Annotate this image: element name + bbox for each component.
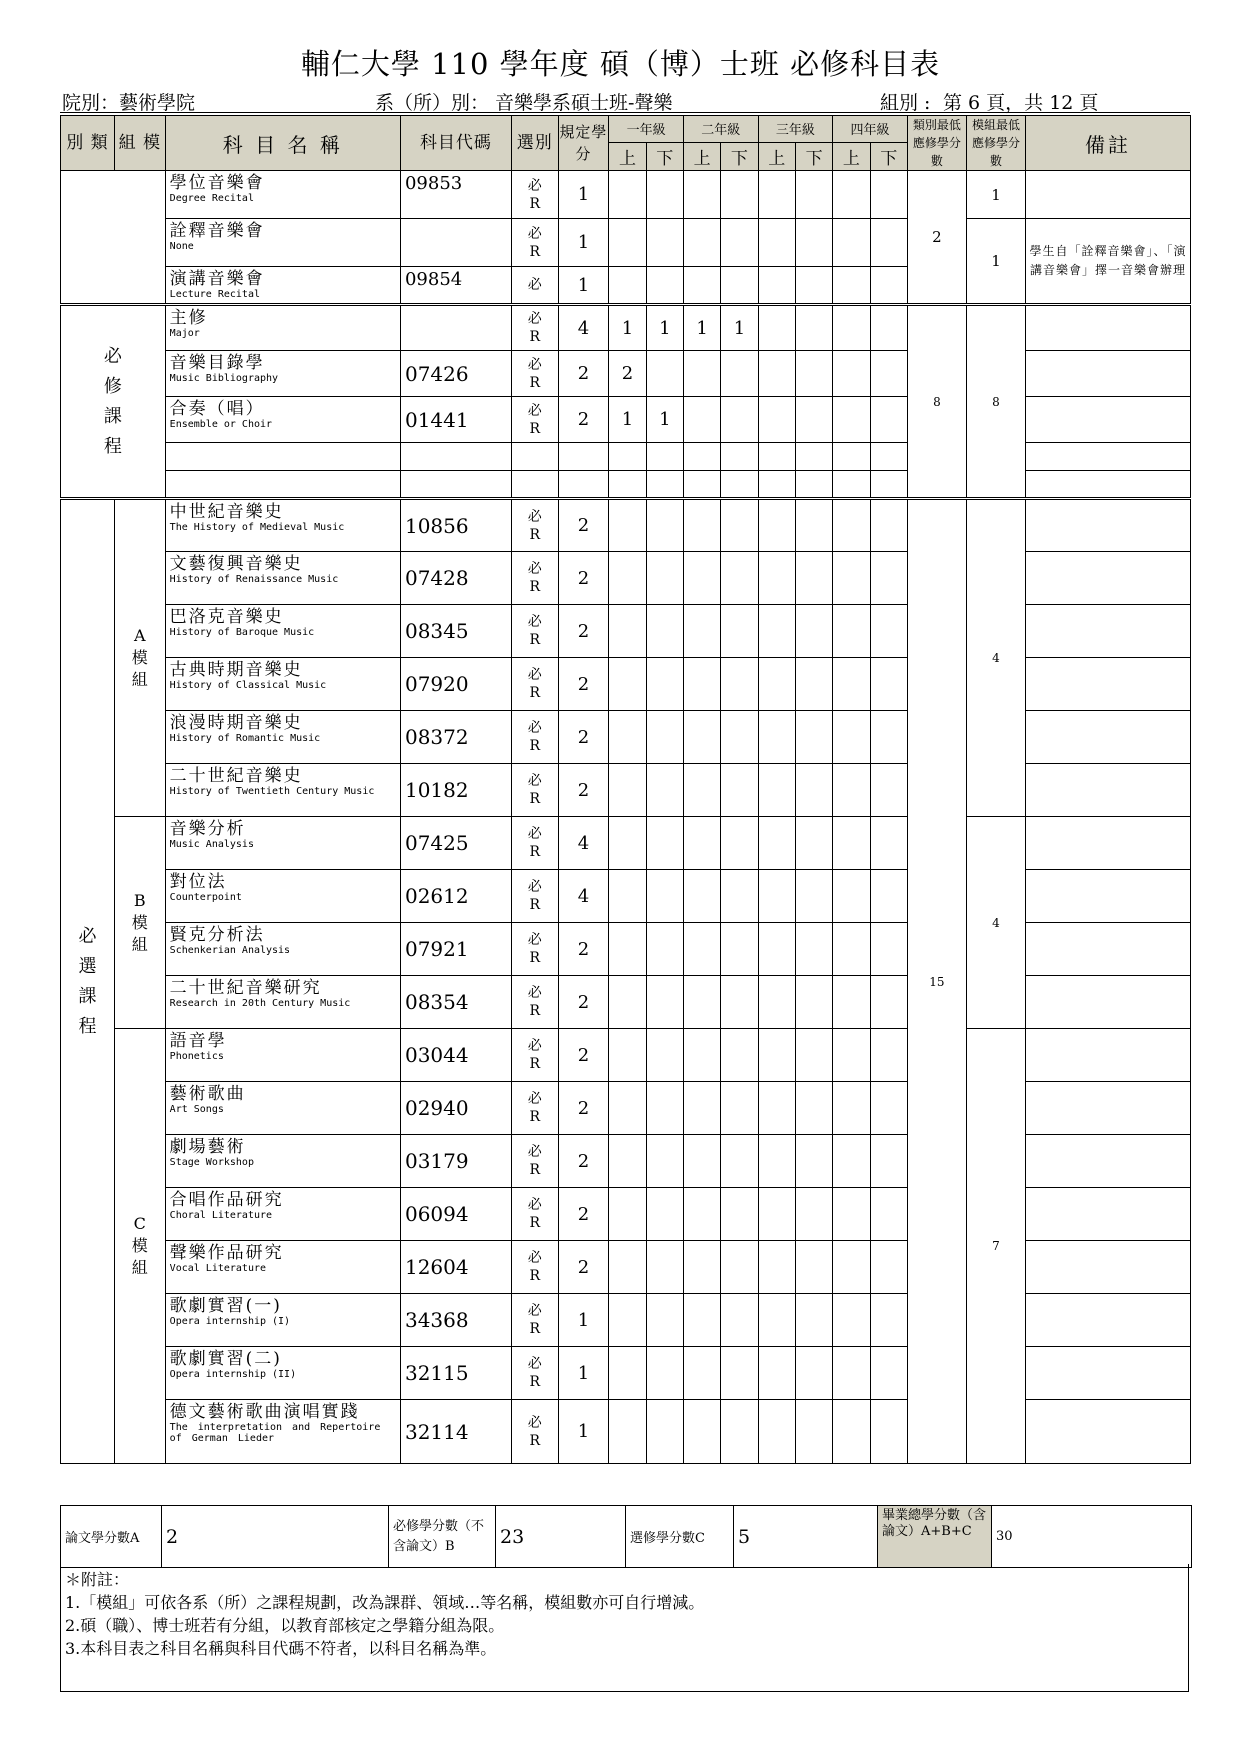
course-name-en: Research in 20th Century Music <box>169 997 351 1009</box>
course-name-zh: 詮釋音樂會 <box>169 221 265 241</box>
selection-type: 必 <box>527 1303 542 1319</box>
department-label: 系（所）別： 音樂學系碩士班-聲樂 <box>375 92 673 114</box>
col-category-min-header: 類別最低應修學分數 <box>907 116 966 171</box>
selection-type: 必 <box>527 1250 542 1266</box>
course-code: 03044 <box>400 1029 511 1082</box>
selection-type: 必 <box>527 773 542 789</box>
selection-code: R <box>529 243 540 260</box>
selection-code: R <box>529 374 540 391</box>
course-code: 07921 <box>400 923 511 976</box>
course-name-zh: 主修 <box>169 308 208 328</box>
course-name-zh: 對位法 <box>169 872 227 892</box>
course-name-zh: 德文藝術歌曲演唱實踐 <box>169 1402 360 1422</box>
thesis-credits-value: 2 <box>162 1506 389 1568</box>
course-name-en: Stage Workshop <box>169 1156 254 1168</box>
course-code: 02940 <box>400 1082 511 1135</box>
course-code: 08372 <box>400 711 511 764</box>
course-name-zh: 聲樂作品研究 <box>169 1243 284 1263</box>
selection-type: 必 <box>527 356 542 373</box>
selection-type: 必 <box>527 1091 542 1107</box>
course-name-zh: 古典時期音樂史 <box>169 660 303 680</box>
selection-type: 必 <box>527 667 542 683</box>
course-credits: 2 <box>558 923 609 976</box>
course-name-en: Lecture Recital <box>169 288 260 300</box>
col-semester-upper: 上 <box>758 142 795 170</box>
course-name-en: History of Classical Music <box>169 679 327 691</box>
course-credits: 1 <box>558 1294 609 1347</box>
course-name-en: The interpretation and Repertoire of German Lieder <box>169 1421 381 1444</box>
selection-type: 必 <box>527 561 542 577</box>
module-a-label: A模組 <box>114 499 165 817</box>
college-label: 院別：藝術學院 <box>62 92 196 114</box>
course-name-zh: 賢克分析法 <box>169 925 265 945</box>
footnote-heading: ＊附註： <box>65 1570 130 1589</box>
module-a-min: 4 <box>966 499 1025 817</box>
col-semester-lower: 下 <box>870 142 907 170</box>
course-credits: 2 <box>558 1135 609 1188</box>
course-code: 34368 <box>400 1294 511 1347</box>
course-credits: 2 <box>558 658 609 711</box>
selection-code: R <box>529 685 540 701</box>
selection-code: R <box>529 1432 540 1449</box>
course-name-zh: 二十世紀音樂史 <box>169 766 303 786</box>
course-name-en: Counterpoint <box>169 891 242 903</box>
selection-code: R <box>529 897 540 913</box>
col-semester-lower: 下 <box>721 142 758 170</box>
selection-type: 必 <box>527 1356 542 1372</box>
course-name-en: Art Songs <box>169 1103 224 1115</box>
course-code: 08345 <box>400 605 511 658</box>
group-label: 組別 : <box>880 92 931 114</box>
graduation-credits-value: 30 <box>992 1506 1192 1568</box>
selection-code: R <box>529 791 540 807</box>
selection-code: R <box>529 950 540 966</box>
course-credits: 1 <box>558 1347 609 1400</box>
col-course-code-header: 科目代碼 <box>400 116 511 171</box>
course-credits: 2 <box>558 711 609 764</box>
course-code: 32114 <box>400 1400 511 1464</box>
selection-type: 必 <box>527 311 542 327</box>
selection-code: R <box>529 1374 540 1390</box>
course-credits: 2 <box>558 552 609 605</box>
course-name-zh: 藝術歌曲 <box>169 1084 246 1104</box>
table-row <box>61 1029 1191 1082</box>
course-name-zh: 浪漫時期音樂史 <box>169 713 303 733</box>
recital-remark: 學生自「詮釋音樂會」、「演講音樂會」擇一音樂會辦理 <box>1026 219 1191 305</box>
course-credits: 1 <box>558 267 609 305</box>
course-name-zh: 音樂分析 <box>169 819 246 839</box>
elective-credits-value: 5 <box>734 1506 878 1568</box>
course-credits: 2 <box>558 1082 609 1135</box>
course-credits: 2 <box>558 499 609 552</box>
course-name-zh: 文藝復興音樂史 <box>169 554 303 574</box>
course-name-en: Major <box>169 327 200 339</box>
module-b-label: B模組 <box>114 817 165 1029</box>
page-title: 輔仁大學 110 學年度 碩（博）士班 必修科目表 <box>300 47 941 81</box>
course-name-en: Opera internship (I) <box>169 1315 291 1327</box>
course-name-en: History of Romantic Music <box>169 732 321 744</box>
course-credits: 4 <box>558 305 609 351</box>
course-name-zh: 演講音樂會 <box>169 269 265 289</box>
thesis-credits-label: 論文學分數A <box>61 1506 162 1568</box>
course-name-en: Music Analysis <box>169 838 254 850</box>
course-name-zh: 音樂目錄學 <box>169 353 265 373</box>
table-row <box>61 305 1191 351</box>
recital-category-min: 2 <box>907 171 966 305</box>
course-name-zh: 劇場藝術 <box>169 1137 246 1157</box>
table-row <box>61 817 1191 870</box>
course-name-en: Ensemble or Choir <box>169 418 273 430</box>
recital-degree-min: 1 <box>966 171 1025 219</box>
year-credit: 2 <box>609 351 646 397</box>
course-name-en: Vocal Literature <box>169 1262 266 1274</box>
selection-type: 必 <box>527 879 542 895</box>
course-code: 10856 <box>400 499 511 552</box>
recital-choice-min: 1 <box>966 219 1025 305</box>
required-credits-label: 必修學分數（不含論文）B <box>389 1506 496 1568</box>
course-code: 06094 <box>400 1188 511 1241</box>
course-credits: 2 <box>558 397 609 443</box>
selection-code: R <box>529 844 540 860</box>
course-code <box>400 219 511 267</box>
course-credits: 2 <box>558 605 609 658</box>
selection-code: R <box>529 632 540 648</box>
selection-type: 必 <box>527 508 542 525</box>
course-credits: 2 <box>558 764 609 817</box>
course-name-en: History of Baroque Music <box>169 626 315 638</box>
col-year3-header: 三年級 <box>758 116 833 143</box>
course-code: 08354 <box>400 976 511 1029</box>
col-credits-header: 規定學分 <box>558 116 609 171</box>
selection-code: R <box>529 738 540 754</box>
year-credit: 1 <box>646 397 683 443</box>
module-c-min: 7 <box>966 1029 1025 1464</box>
course-name-zh: 歌劇實習(二) <box>169 1349 282 1369</box>
course-name-zh: 合奏（唱） <box>169 399 265 419</box>
col-semester-lower: 下 <box>646 142 683 170</box>
module-b-min: 4 <box>966 817 1025 1029</box>
selection-type: 必 <box>527 614 542 630</box>
course-name-zh: 學位音樂會 <box>169 173 265 193</box>
col-semester-upper: 上 <box>833 142 870 170</box>
course-name-zh: 合唱作品研究 <box>169 1190 284 1210</box>
selection-type: 必 <box>527 277 542 293</box>
course-name-en: Phonetics <box>169 1050 224 1062</box>
course-code: 32115 <box>400 1347 511 1400</box>
year-credit: 1 <box>721 305 758 351</box>
selection-code: R <box>529 1109 540 1125</box>
selection-type: 必 <box>527 985 542 1001</box>
module-c-label: C模組 <box>114 1029 165 1464</box>
course-credits: 2 <box>558 1241 609 1294</box>
graduation-credits-label: 畢業總學分數（含論文）A+B+C <box>878 1506 992 1568</box>
col-semester-upper: 上 <box>609 142 646 170</box>
footnotes <box>60 1564 1189 1692</box>
selection-type: 必 <box>527 225 542 242</box>
course-name-en: History of Renaissance Music <box>169 573 339 585</box>
selection-type: 必 <box>527 177 542 194</box>
selection-type: 必 <box>527 1038 542 1054</box>
selection-code: R <box>529 1162 540 1178</box>
selection-type: 必 <box>527 826 542 842</box>
totals-table <box>60 1505 1192 1568</box>
course-credits: 4 <box>558 817 609 870</box>
course-credits: 2 <box>558 976 609 1029</box>
course-credits: 1 <box>558 171 609 219</box>
selection-code: R <box>529 329 540 345</box>
col-semester-lower: 下 <box>795 142 832 170</box>
selection-code: R <box>529 579 540 595</box>
selection-code: R <box>529 1056 540 1072</box>
year-credit: 1 <box>609 305 646 351</box>
selection-type: 必 <box>527 1414 542 1431</box>
required-category-label: 必修課程 <box>61 305 166 499</box>
selection-code: R <box>529 195 540 212</box>
course-code: 07425 <box>400 817 511 870</box>
page-number: 第 6 頁，共 12 頁 <box>943 92 1099 114</box>
course-name-zh: 巴洛克音樂史 <box>169 607 284 627</box>
selection-type: 必 <box>527 1144 542 1160</box>
course-code <box>400 305 511 351</box>
selection-code: R <box>529 1268 540 1284</box>
table-row <box>61 499 1191 552</box>
selection-code: R <box>529 526 540 543</box>
course-code: 07428 <box>400 552 511 605</box>
course-name-zh: 二十世紀音樂研究 <box>169 978 322 998</box>
footnote-item: 2.碩（職）、博士班若有分組，以教育部核定之學籍分組為限。 <box>65 1616 505 1635</box>
course-name-zh: 中世紀音樂史 <box>169 502 284 522</box>
course-name-en: Degree Recital <box>169 192 254 204</box>
footnote-item: 3.本科目表之科目名稱與科目代碼不符者，以科目名稱為準。 <box>65 1639 497 1658</box>
course-code: 01441 <box>400 397 511 443</box>
col-year1-header: 一年級 <box>609 116 684 143</box>
year-credit: 1 <box>683 305 720 351</box>
course-credits: 2 <box>558 351 609 397</box>
col-year2-header: 二年級 <box>683 116 758 143</box>
course-name-zh: 歌劇實習(一) <box>169 1296 282 1316</box>
course-name-en: History of Twentieth Century Music <box>169 785 375 797</box>
col-category-header: 別 類 <box>61 116 115 171</box>
elective-category-label: 必選課程 <box>61 499 115 1464</box>
course-credits: 2 <box>558 1029 609 1082</box>
course-credits: 1 <box>558 219 609 267</box>
course-credits: 2 <box>558 1188 609 1241</box>
required-module-min: 8 <box>966 305 1025 499</box>
col-module-header: 組 模 <box>114 116 165 171</box>
table-row <box>61 219 1191 267</box>
year-credit: 1 <box>609 397 646 443</box>
selection-type: 必 <box>527 402 542 419</box>
col-selection-header: 選別 <box>511 116 558 171</box>
course-code: 03179 <box>400 1135 511 1188</box>
course-credits: 4 <box>558 870 609 923</box>
course-name-en: Music Bibliography <box>169 372 279 384</box>
selection-type: 必 <box>527 932 542 948</box>
elective-category-min: 15 <box>907 499 966 1464</box>
course-code: 02612 <box>400 870 511 923</box>
selection-code: R <box>529 1321 540 1337</box>
selection-type: 必 <box>527 720 542 736</box>
course-name-en: Opera internship (II) <box>169 1368 297 1380</box>
recital-category-cell <box>61 171 166 305</box>
elective-credits-label: 選修學分數C <box>626 1506 734 1568</box>
col-course-name-header: 科 目 名 稱 <box>165 116 400 171</box>
footnote-item: 1.「模組」可依各系（所）之課程規劃，改為課群、領域…等名稱，模組數亦可自行增減。 <box>65 1593 705 1612</box>
col-semester-upper: 上 <box>683 142 720 170</box>
required-category-min: 8 <box>907 305 966 499</box>
selection-type: 必 <box>527 1197 542 1213</box>
course-code: 07426 <box>400 351 511 397</box>
col-remarks-header: 備註 <box>1026 116 1191 171</box>
course-name-en: The History of Medieval Music <box>169 521 345 533</box>
col-year4-header: 四年級 <box>833 116 908 143</box>
header-rule <box>60 112 1190 113</box>
table-row <box>61 171 1191 219</box>
selection-code: R <box>529 1003 540 1019</box>
year-credit: 1 <box>646 305 683 351</box>
course-table <box>60 115 1191 1464</box>
course-code: 07920 <box>400 658 511 711</box>
required-credits-value: 23 <box>496 1506 626 1568</box>
course-code: 09853 <box>400 171 511 219</box>
course-name-zh: 語音學 <box>169 1031 227 1051</box>
course-code: 09854 <box>400 267 511 305</box>
course-name-en: Schenkerian Analysis <box>169 944 291 956</box>
course-code: 12604 <box>400 1241 511 1294</box>
course-credits: 1 <box>558 1400 609 1464</box>
selection-code: R <box>529 1215 540 1231</box>
course-code: 10182 <box>400 764 511 817</box>
col-module-min-header: 模組最低應修學分數 <box>966 116 1025 171</box>
selection-code: R <box>529 420 540 437</box>
course-name-en: None <box>169 240 194 252</box>
course-name-en: Choral Literature <box>169 1209 273 1221</box>
